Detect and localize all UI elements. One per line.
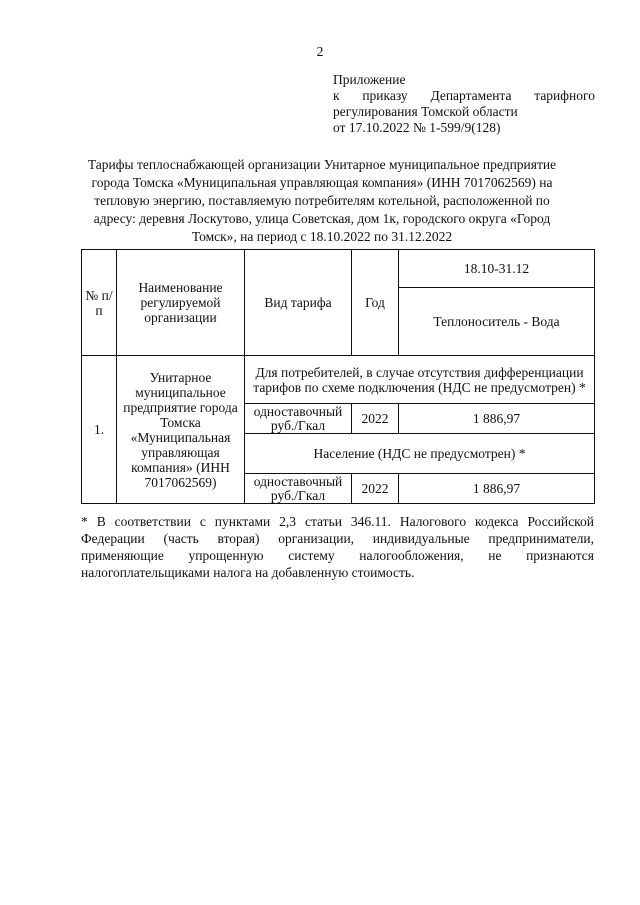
footnote: * В соответствии с пунктами 2,3 статьи 346.11. Налогового кодекса Российской Федерации (часть вторая) организации, индивидуальные предприниматели, применяющие упрощенную систему налогообложения, не признаются налогоплательщиками налога на добавленную стоимость. <box>81 514 594 580</box>
document-title: Тарифы теплоснабжающей организации Унитарное муниципальное предприятие города Томска «Муниципальная управляющая компания» (ИНН 7017062569) на тепловую энергию, поставляемую потребителям котельной, расположенной по адресу: деревня Лоскутово, улица Советская, дом 1к, городского округа «Город Томск», на период с 18.10.2022 по 31.12.2022 <box>87 157 557 244</box>
group-note-population: Население (НДС не предусмотрен) * <box>245 434 595 474</box>
tariff-type-cell: одноставочный руб./Гкал <box>245 474 352 504</box>
row-number: 1. <box>82 356 117 504</box>
appendix-word: приказу <box>362 88 408 103</box>
value-cell: 1 886,97 <box>399 474 595 504</box>
header-period: 18.10-31.12 <box>399 250 595 288</box>
organization-name: Унитарное муниципальное предприятие города Томска «Муниципальная управляющая компания» (ИНН 7017062569) <box>117 356 245 504</box>
page-number: 2 <box>316 44 324 59</box>
tariff-table <box>81 249 595 504</box>
appendix-line-4: от 17.10.2022 № 1-599/9(128) <box>333 120 501 135</box>
appendix-line-3: регулирования Томской области <box>333 104 518 119</box>
group-note-consumers: Для потребителей, в случае отсутствия дифференциации тарифов по схеме подключения (НДС не предусмотрен) * <box>245 356 595 404</box>
appendix-word: к <box>333 88 340 103</box>
appendix-block <box>333 72 595 136</box>
header-number: № п/п <box>82 250 117 356</box>
appendix-line-2 <box>333 88 595 104</box>
year-cell: 2022 <box>352 404 399 434</box>
header-organization: Наименование регулируемой организации <box>117 250 245 356</box>
appendix-line-1: Приложение <box>333 72 406 87</box>
appendix-word: тарифного <box>534 88 595 103</box>
header-tariff-type: Вид тарифа <box>245 250 352 356</box>
header-heat-carrier: Теплоноситель - Вода <box>399 288 595 356</box>
appendix-word: Департамента <box>430 88 512 103</box>
value-cell: 1 886,97 <box>399 404 595 434</box>
tariff-type-cell: одноставочный руб./Гкал <box>245 404 352 434</box>
header-year: Год <box>352 250 399 356</box>
year-cell: 2022 <box>352 474 399 504</box>
